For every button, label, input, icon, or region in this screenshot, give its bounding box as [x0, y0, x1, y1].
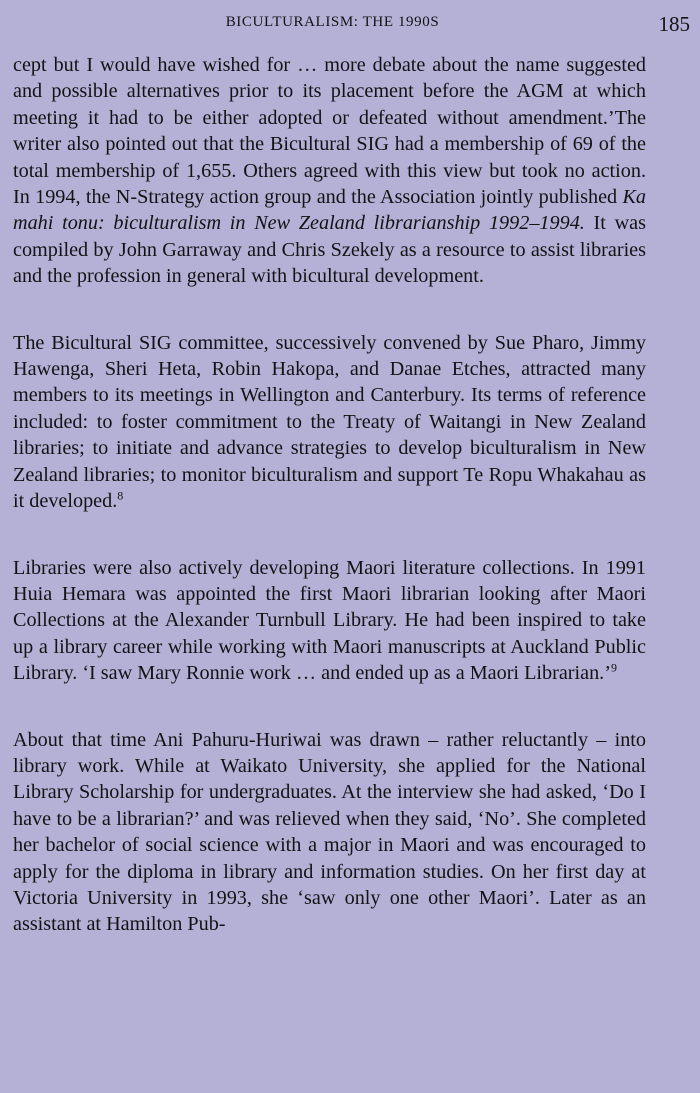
- publication-title: Ka mahi tonu: biculturalism in New Zealand librarianship 1992–1994.: [13, 186, 646, 235]
- paragraph-2: [13, 330, 646, 515]
- paragraph-3-text: Libraries were also actively developing Maori literature collections. In 1991 Huia Hemara was appointed the first Maori librarian looking after Maori Collections at the Alexander Turnbull Library. He had been inspired to take up a library career while working with Maori manuscripts at Auckland Public Library. ‘I saw Mary Ronnie work … and ended up as a Maori Librarian.’: [13, 556, 646, 685]
- page-number: 185: [658, 12, 690, 36]
- paragraph-3: [13, 555, 646, 687]
- paragraph-1-text-end: It was compiled by John Garraway and Chris Szekely as a resource to assist libraries and the profession in general with bicultural development.: [13, 212, 646, 288]
- paragraph-1-text: cept but I would have wished for … more debate about the name suggested and possible alternatives prior to its placement before the AGM at which meeting it had to be either adopted or defeated without amendment.’The writer also pointed out that the Bicultural SIG had a membership of 69 of the total membership of 1,655. Others agreed with this view but took no action. In 1994, the N-Strategy action group and the Association jointly published: [13, 54, 646, 209]
- running-title: BICULTURALISM: THE 1990S: [225, 14, 440, 30]
- running-head: [0, 12, 700, 36]
- paragraph-4: [13, 727, 646, 938]
- footnote-ref-9: 9: [610, 660, 617, 675]
- paragraph-1: [13, 52, 646, 290]
- paragraph-2-text: The Bicultural SIG committee, successively convened by Sue Pharo, Jimmy Hawenga, Sheri Heta, Robin Hakopa, and Danae Etches, attracted many members to its meetings in Wellington and Canterbury. Its terms of reference included: to foster commitment to the Treaty of Waitangi in New Zealand libraries; to initiate and advance strategies to develop biculturalism in New Zealand libraries; to monitor biculturalism and support Te Ropu Whakahau as it developed.: [13, 331, 646, 513]
- paragraph-4-text: About that time Ani Pahuru-Huriwai was drawn – rather reluctantly – into library work. While at Waikato University, she applied for the National Library Scholarship for undergraduates. At the interview she had asked, ‘Do I have to be a librarian?’ and was relieved when they said, ‘No’. She completed her bachelor of social science with a major in Maori and was encouraged to apply for the diploma in library and information studies. On her first day at Victoria University in 1993, she ‘saw only one other Maori’. Later as an assistant at Hamilton Pub-: [13, 728, 646, 936]
- footnote-ref-8: 8: [117, 488, 124, 503]
- body-text: [13, 52, 646, 938]
